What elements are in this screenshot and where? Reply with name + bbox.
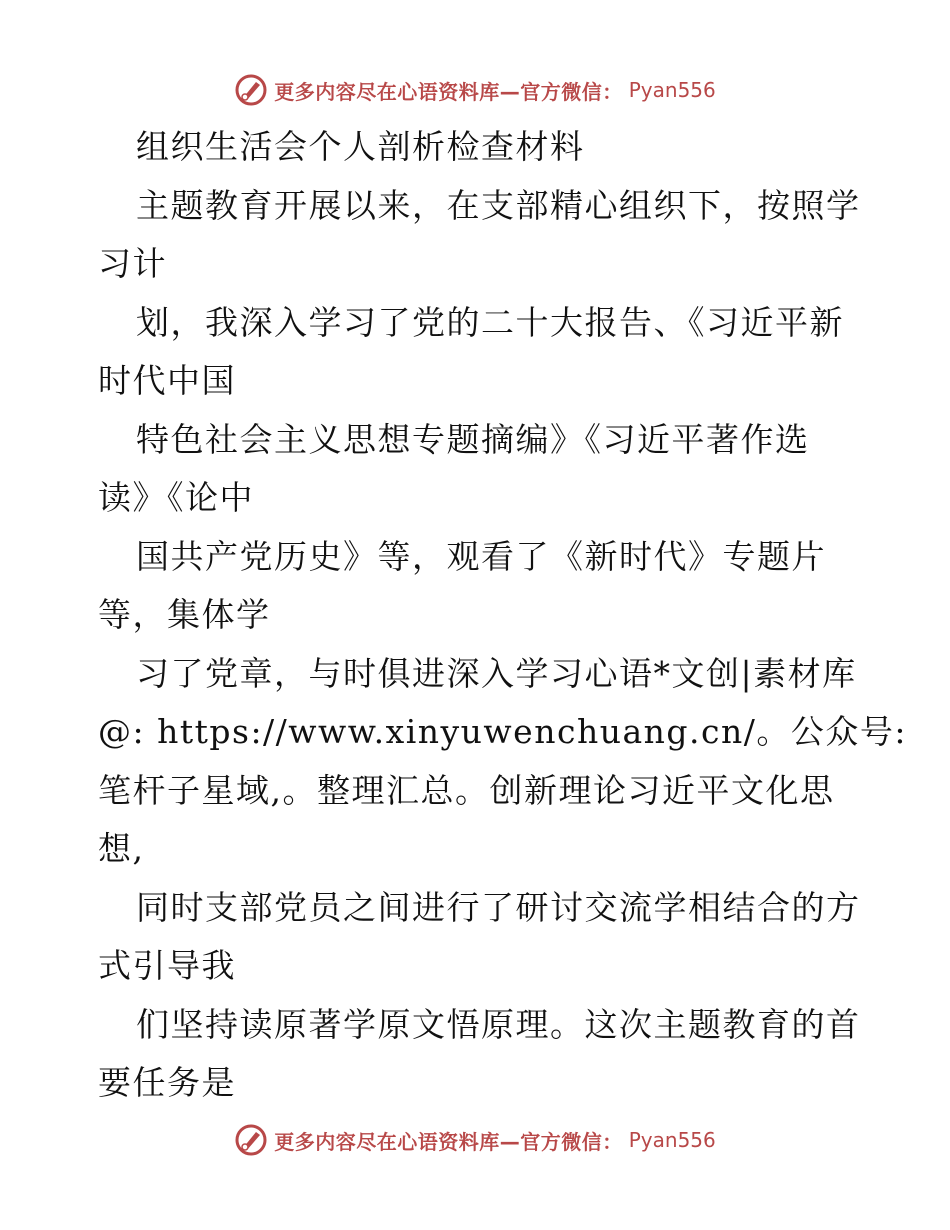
banner-contact: Pyan556 — [628, 78, 716, 102]
text-line: 读》《论中 — [98, 478, 254, 517]
text-line: 式引导我 — [98, 946, 236, 985]
footer-watermark-banner — [0, 1120, 950, 1160]
header-watermark-banner — [0, 70, 950, 110]
text-line: 笔杆子星域,。整理汇总。创新理论习近平文化思 — [98, 770, 835, 810]
banner-text: 更多内容尽在心语资料库—官方微信： — [274, 79, 623, 104]
text-line: 想, — [98, 829, 145, 868]
text-line: 同时支部党员之间进行了研讨交流学相结合的方 — [136, 887, 861, 927]
text-line: 习计 — [98, 244, 167, 283]
text-line: 习了党章，与时俱进深入学习心语*文创|素材库 — [136, 653, 857, 693]
pen-logo-icon — [234, 73, 268, 107]
banner-contact: Pyan556 — [628, 1128, 716, 1152]
text-line: 要任务是 — [98, 1063, 236, 1102]
pen-logo-icon — [234, 1123, 268, 1157]
text-line: 们坚持读原著学原文悟原理。这次主题教育的首 — [136, 1004, 861, 1044]
text-line: 特色社会主义思想专题摘编》《习近平著作选 — [136, 419, 810, 459]
text-line: 划，我深入学习了党的二十大报告、《习近平新 — [136, 302, 844, 342]
banner-text: 更多内容尽在心语资料库—官方微信： — [274, 1129, 623, 1154]
document-body — [98, 118, 907, 1113]
text-line: @: https://www.xinyuwenchuang.cn/。公众号: — [98, 712, 907, 751]
text-line: 时代中国 — [98, 361, 236, 400]
text-line: 等，集体学 — [98, 595, 271, 634]
text-line: 组织生活会个人剖析检查材料 — [136, 127, 585, 166]
text-line: 国共产党历史》等，观看了《新时代》专题片 — [136, 536, 826, 576]
text-line: 主题教育开展以来，在支部精心组织下，按照学 — [136, 185, 861, 225]
